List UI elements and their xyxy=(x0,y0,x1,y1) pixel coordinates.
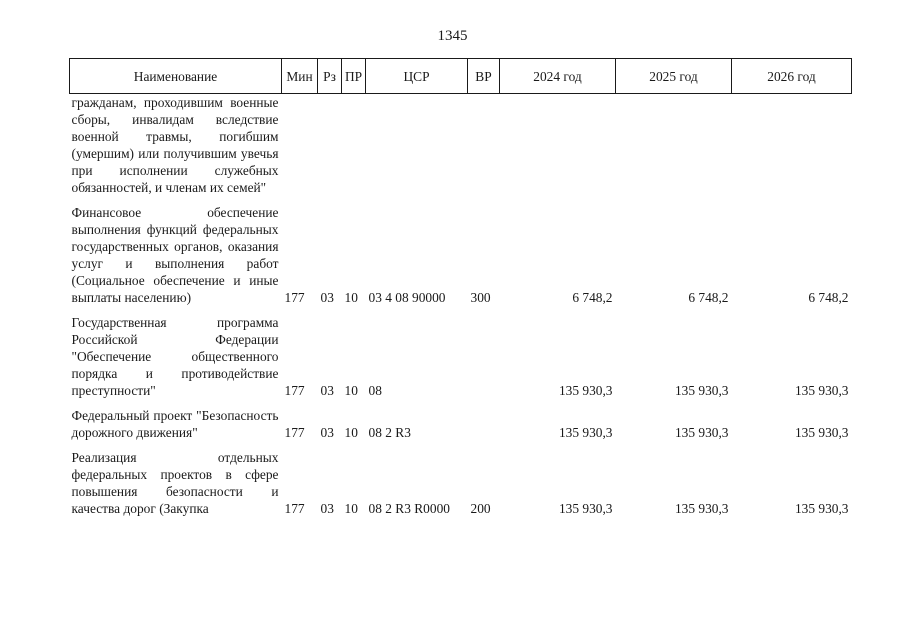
row-min xyxy=(282,94,318,197)
row-min: 177 xyxy=(284,501,305,516)
row-2024: 135 930,3 xyxy=(558,425,613,440)
row-csr: 03 4 08 90000 xyxy=(368,290,446,305)
header-2024: 2024 год xyxy=(500,59,616,94)
row-spacer xyxy=(70,399,852,407)
table-row xyxy=(70,94,852,197)
row-2026: 135 930,3 xyxy=(794,501,849,516)
row-vr xyxy=(468,94,500,197)
row-rz xyxy=(318,94,342,197)
page-number: 1345 xyxy=(437,28,468,44)
row-pr: 10 xyxy=(344,425,358,440)
row-min: 177 xyxy=(284,425,305,440)
row-2026: 135 930,3 xyxy=(794,425,849,440)
header-pr: ПР xyxy=(342,59,366,94)
row-csr: 08 2 R3 xyxy=(368,425,411,440)
row-2025: 135 930,3 xyxy=(674,501,729,516)
row-csr xyxy=(366,94,468,197)
row-pr: 10 xyxy=(344,290,358,305)
row-2024: 135 930,3 xyxy=(558,501,613,516)
row-min: 177 xyxy=(284,383,305,398)
row-vr xyxy=(468,314,500,399)
header-rz: Рз xyxy=(318,59,342,94)
row-2026 xyxy=(732,94,852,197)
row-name: гражданам, проходившим военные сборы, инвалидам вследствие военной травмы, погибшим (умершим) или получившим увечья при исполнении служебных обязанностей, и членам их семей" xyxy=(71,95,279,195)
row-csr: 08 2 R3 R0000 xyxy=(368,501,450,516)
row-name: Федеральный проект "Безопасность дорожного движения" xyxy=(71,408,279,440)
row-rz: 03 xyxy=(320,383,334,398)
row-spacer xyxy=(70,306,852,314)
header-2025: 2025 год xyxy=(616,59,732,94)
table-row xyxy=(70,314,852,399)
row-rz: 03 xyxy=(320,501,334,516)
table-row xyxy=(70,449,852,517)
row-2025: 6 748,2 xyxy=(688,290,729,305)
row-pr: 10 xyxy=(344,501,358,516)
row-pr xyxy=(342,94,366,197)
budget-table xyxy=(69,58,852,517)
row-2025: 135 930,3 xyxy=(674,425,729,440)
row-name: Реализация отдельных федеральных проектов в сфере повышения безопасности и качества дорог (Закупка xyxy=(71,450,279,516)
header-2026: 2026 год xyxy=(732,59,852,94)
row-2026: 6 748,2 xyxy=(808,290,849,305)
table-row xyxy=(70,407,852,441)
row-min: 177 xyxy=(284,290,305,305)
row-vr xyxy=(468,407,500,441)
row-rz: 03 xyxy=(320,425,334,440)
row-2024: 135 930,3 xyxy=(558,383,613,398)
row-spacer xyxy=(70,441,852,449)
row-2025 xyxy=(616,94,732,197)
row-name: Государственная программа Российской Федерации "Обеспечение общественного порядка и противодействие преступности" xyxy=(71,315,279,398)
header-vr: ВР xyxy=(468,59,500,94)
row-name: Финансовое обеспечение выполнения функций федеральных государственных органов, оказания услуг и выполнения работ (Социальное обеспечение и иные выплаты населению) xyxy=(71,205,279,305)
row-rz: 03 xyxy=(320,290,334,305)
row-spacer xyxy=(70,196,852,204)
header-name: Наименование xyxy=(70,59,282,94)
row-2025: 135 930,3 xyxy=(674,383,729,398)
table-header-row xyxy=(70,59,852,94)
row-vr: 200 xyxy=(470,501,491,516)
row-2024 xyxy=(500,94,616,197)
table-row xyxy=(70,204,852,306)
header-min: Мин xyxy=(282,59,318,94)
row-csr: 08 xyxy=(368,383,382,398)
row-vr: 300 xyxy=(470,290,491,305)
row-2026: 135 930,3 xyxy=(794,383,849,398)
header-csr: ЦСР xyxy=(366,59,468,94)
row-2024: 6 748,2 xyxy=(572,290,613,305)
row-pr: 10 xyxy=(344,383,358,398)
